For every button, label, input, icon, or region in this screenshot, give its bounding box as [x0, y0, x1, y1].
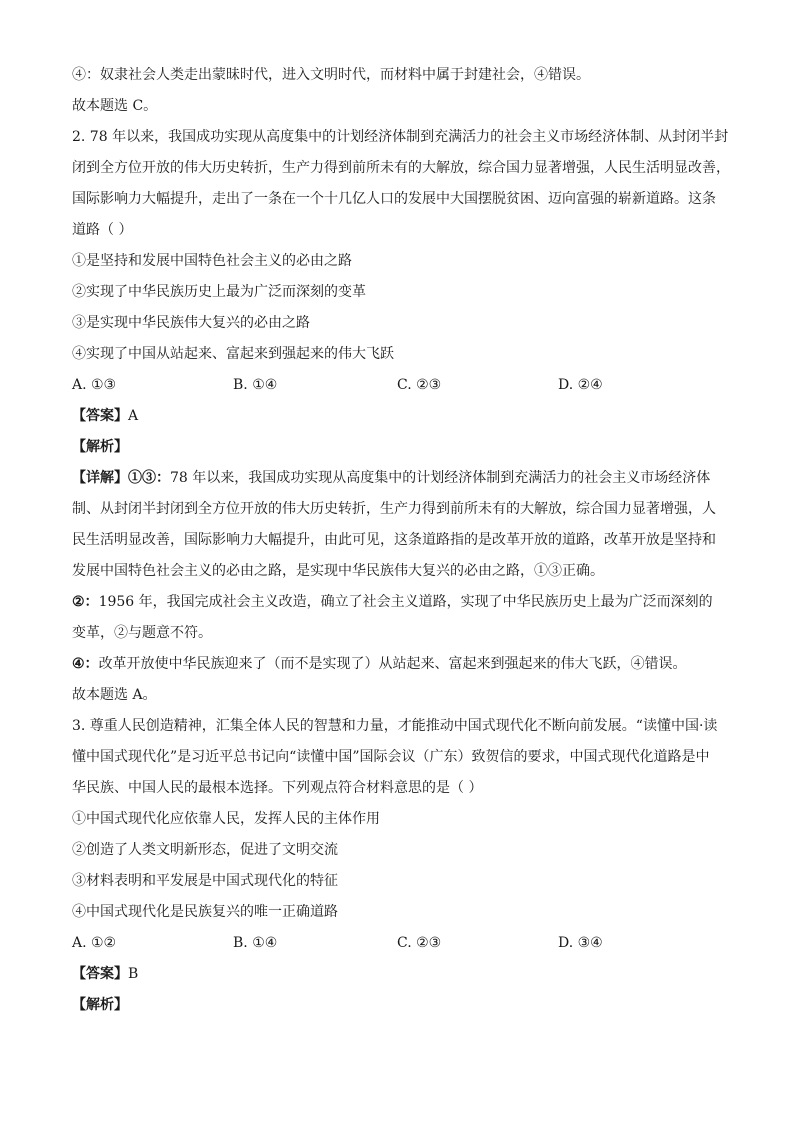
q3-statement: ③材料表明和平发展是中国式现代化的特征: [72, 873, 338, 889]
q3-stem-line: 懂中国式现代化”是习近平总书记向“读懂中国”国际会议（广东）致贺信的要求，中国式现代化道路是中: [72, 749, 710, 765]
q3-option-d: D. ③④: [558, 935, 603, 951]
answer-value: A: [128, 408, 139, 424]
q2-statement: ①是坚持和发展中国特色社会主义的必由之路: [72, 253, 352, 269]
q3-stem-line: 3. 尊重人民创造精神，汇集全体人民的智慧和力量，才能推动中国式现代化不断向前发展。“读懂中国·读: [72, 718, 718, 734]
detail-text: 1956 年，我国完成社会主义改造，确立了社会主义道路，实现了中华民族历史上最为广泛而深刻的: [98, 594, 713, 610]
q2-conclusion: 故本题选 A。: [72, 687, 157, 703]
q2-stem-line: 道路（ ）: [72, 222, 133, 238]
analysis-label: 【解析】: [72, 439, 128, 455]
q2-stem-line: 国际影响力大幅提升，走出了一条在一个十几亿人口的发展中大国摆脱贫困、迈向富强的崭新道路。这条: [72, 191, 716, 207]
detail-head: ④：: [72, 656, 99, 672]
detail-label: 【详解】: [72, 470, 128, 486]
q3-option-a: A. ①②: [72, 935, 117, 951]
detail-text: 改革开放使中华民族迎来了（而不是实现了）从站起来、富起来到强起来的伟大飞跃，④错误。: [98, 656, 687, 672]
q3-options: [72, 928, 732, 959]
q2-detail-line: 民生活明显改善，国际影响力大幅提升，由此可见，这条道路指的是改革开放的道路，改革开放是坚持和: [72, 532, 716, 548]
q2-detail-line: 变革，②与题意不符。: [72, 625, 212, 641]
q3-stem-line: 华民族、中国人民的最根本选择。下列观点符合材料意思的是（ ）: [72, 780, 483, 796]
q3-answer: [72, 959, 732, 990]
q2-option-c: C. ②③: [397, 377, 442, 393]
answer-value: B: [128, 966, 139, 982]
q2-detail-line: [72, 649, 732, 680]
q2-stem-line: 2. 78 年以来，我国成功实现从高度集中的计划经济体制到充满活力的社会主义市场经济体制、从封闭半封: [72, 129, 729, 145]
q2-answer: [72, 401, 732, 432]
q2-detail-line: 发展中国特色社会主义的必由之路，是实现中华民族伟大复兴的必由之路，①③正确。: [72, 563, 604, 579]
q2-statement: ②实现了中华民族历史上最为广泛而深刻的变革: [72, 284, 366, 300]
document-page: [72, 60, 732, 1021]
detail-head: ②：: [72, 594, 99, 610]
q3-analysis-label: [72, 990, 732, 1021]
q2-statement: ③是实现中华民族伟大复兴的必由之路: [72, 315, 310, 331]
q1-conclusion: 故本题选 C。: [72, 98, 158, 114]
q2-stem-line: 闭到全方位开放的伟大历史转折，生产力得到前所未有的大解放，综合国力显著增强，人民生活明显改善，: [72, 160, 730, 176]
q3-option-b: B. ①④: [233, 935, 278, 951]
q2-option-a: A. ①③: [72, 377, 117, 393]
q1-analysis-line: ④：奴隶社会人类走出蒙昧时代，进入文明时代，而材料中属于封建社会，④错误。: [72, 67, 590, 83]
q2-detail-line: [72, 587, 732, 618]
q2-option-d: D. ②④: [558, 377, 603, 393]
analysis-label: 【解析】: [72, 997, 128, 1013]
q3-statement: ①中国式现代化应依靠人民，发挥人民的主体作用: [72, 811, 380, 827]
question-2: [72, 122, 732, 711]
q2-analysis-label: [72, 432, 732, 463]
q2-option-b: B. ①④: [233, 377, 278, 393]
q2-statement: ④实现了中国从站起来、富起来到强起来的伟大飞跃: [72, 346, 394, 362]
q3-statement: ④中国式现代化是民族复兴的唯一正确道路: [72, 904, 338, 920]
answer-label: 【答案】: [72, 408, 128, 424]
q3-option-c: C. ②③: [397, 935, 442, 951]
q2-options: [72, 370, 732, 401]
q3-statement: ②创造了人类文明新形态，促进了文明交流: [72, 842, 338, 858]
detail-head: ①③：: [128, 470, 170, 486]
q2-detail-line: 制、从封闭半封闭到全方位开放的伟大历史转折，生产力得到前所未有的大解放，综合国力显著增强，人: [72, 501, 716, 517]
question-3: [72, 711, 732, 1021]
q2-detail-line: [72, 463, 732, 494]
answer-label: 【答案】: [72, 966, 128, 982]
detail-text: 78 年以来，我国成功实现从高度集中的计划经济体制到充满活力的社会主义市场经济体: [170, 470, 711, 486]
